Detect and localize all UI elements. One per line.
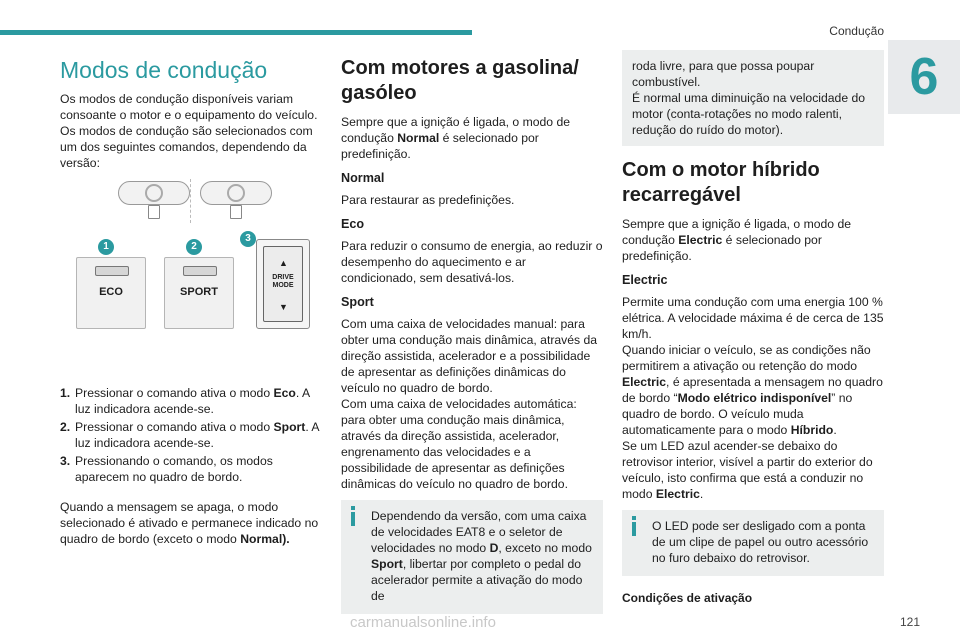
subheading-normal: Normal — [341, 171, 385, 185]
callout-badge-2: 2 — [186, 239, 202, 255]
intro-paragraph: Sempre que a ignição é ligada, o modo de condução Electric é selecionado por predefinição. — [622, 217, 852, 263]
page-number: 121 — [899, 615, 920, 629]
header-accent-bar — [0, 30, 472, 35]
paragraph: Se um LED azul acender-se debaixo do retrovisor interior, visível a partir do exterior do veículo, isto confirma que está a conduzir no modo Electric. — [622, 439, 873, 501]
paragraph: Para restaurar as predefinições. — [341, 193, 515, 207]
callout-badge-3: 3 — [240, 231, 256, 247]
section-title: Com motores a gasolina/ gasóleo — [341, 57, 579, 104]
info-box: O LED pode ser desligado com a ponta de um clipe de papel ou outro acessório no furo debaixo do retrovisor. — [622, 510, 884, 576]
section-title: Com o motor híbrido recarregável — [622, 159, 820, 206]
callout-badge-1: 1 — [98, 239, 114, 255]
drive-label: DRIVE — [272, 274, 294, 281]
info-icon — [632, 522, 636, 536]
mirror-icon — [200, 181, 270, 221]
watermark: carmanualsonline.info — [350, 614, 496, 631]
list-item: 3. Pressionando o comando, os modos aparecem no quadro de bordo. — [60, 454, 273, 484]
info-icon — [351, 512, 355, 526]
arrow-down-icon: ▼ — [279, 302, 288, 312]
info-box-continued: roda livre, para que possa poupar combustível. É normal uma diminuição na velocidade do motor (conta-rotações no modo ralenti, redução do ruído do motor). — [622, 50, 884, 146]
indicator-led — [95, 266, 129, 276]
paragraph: Para reduzir o consumo de energia, ao reduzir o desempenho do aquecimento e ar condicionado, sem desativá-los. — [341, 239, 603, 285]
chapter-number: 6 — [888, 40, 960, 114]
paragraph: Permite uma condução com uma energia 100 % elétrica. A velocidade máxima é de cerca de 135 km/h. — [622, 295, 884, 341]
intro-paragraph: Sempre que a ignição é ligada, o modo de condução Normal é selecionado por predefinição. — [341, 115, 571, 161]
subheading-eco: Eco — [341, 217, 365, 231]
subheading-electric: Electric — [622, 273, 668, 287]
mode-label: MODE — [272, 282, 294, 289]
running-header: Condução — [829, 24, 884, 38]
section-title: Modos de condução — [60, 57, 268, 83]
list-item: 1. Pressionar o comando ativa o modo Eco. A luz indicadora acende-se. — [60, 386, 310, 416]
indicator-led — [183, 266, 217, 276]
eco-button — [76, 257, 146, 329]
info-box: Dependendo da versão, com uma caixa de velocidades EAT8 e o seletor de velocidades no modo D, exceto no modo Sport, libertar por completo o pedal do acelerador permite a ativação do modo de — [341, 500, 603, 614]
subheading-sport: Sport — [341, 295, 374, 309]
eco-button-label: ECO — [99, 286, 123, 298]
sport-button — [164, 257, 234, 329]
column-3 — [622, 50, 884, 606]
drive-mode-switch — [256, 239, 310, 329]
intro-paragraph: Os modos de condução disponíveis variam consoante o motor e o equipamento do veículo. Os modos de condução são selecionados com um dos seguintes comandos, dependendo da versão: — [60, 92, 318, 170]
divider — [190, 179, 191, 223]
subheading-conditions: Condições de ativação — [622, 591, 753, 605]
paragraph: Quando iniciar o veículo, se as condições não permitirem a ativação ou retenção do modo Electric, é apresentada a mensagem no quadro de bordo “Modo elétrico indisponível” no quadro de bordo. O veículo muda automaticamente para o modo Híbrido. — [622, 343, 883, 437]
outro-paragraph: Quando a mensagem se apaga, o modo selecionado é ativado e permanece indicado no quadro de bordo (exceto o modo Normal). — [60, 500, 319, 546]
sport-button-label: SPORT — [180, 286, 218, 298]
mirror-icon — [118, 181, 188, 221]
controls-illustration — [60, 179, 322, 369]
column-2 — [341, 50, 603, 626]
arrow-up-icon: ▲ — [279, 258, 288, 268]
paragraph: Com uma caixa de velocidades automática: para obter uma condução mais dinâmica, através da direção assistida, acelerador, engrenamento das velocidades e a possibilidade de apresentar as definições dinâmicas do veículo no quadro de bordo. — [341, 397, 577, 491]
paragraph: Com uma caixa de velocidades manual: para obter uma condução mais dinâmica, através da direção assistida, acelerador e a possibilidade de apresentar as definições dinâmicas do veículo no quadro de bordo. — [341, 317, 598, 395]
column-1 — [60, 50, 322, 555]
steps-list — [60, 385, 322, 485]
list-item: 2. Pressionar o comando ativa o modo Sport. A luz indicadora acende-se. — [60, 420, 319, 450]
